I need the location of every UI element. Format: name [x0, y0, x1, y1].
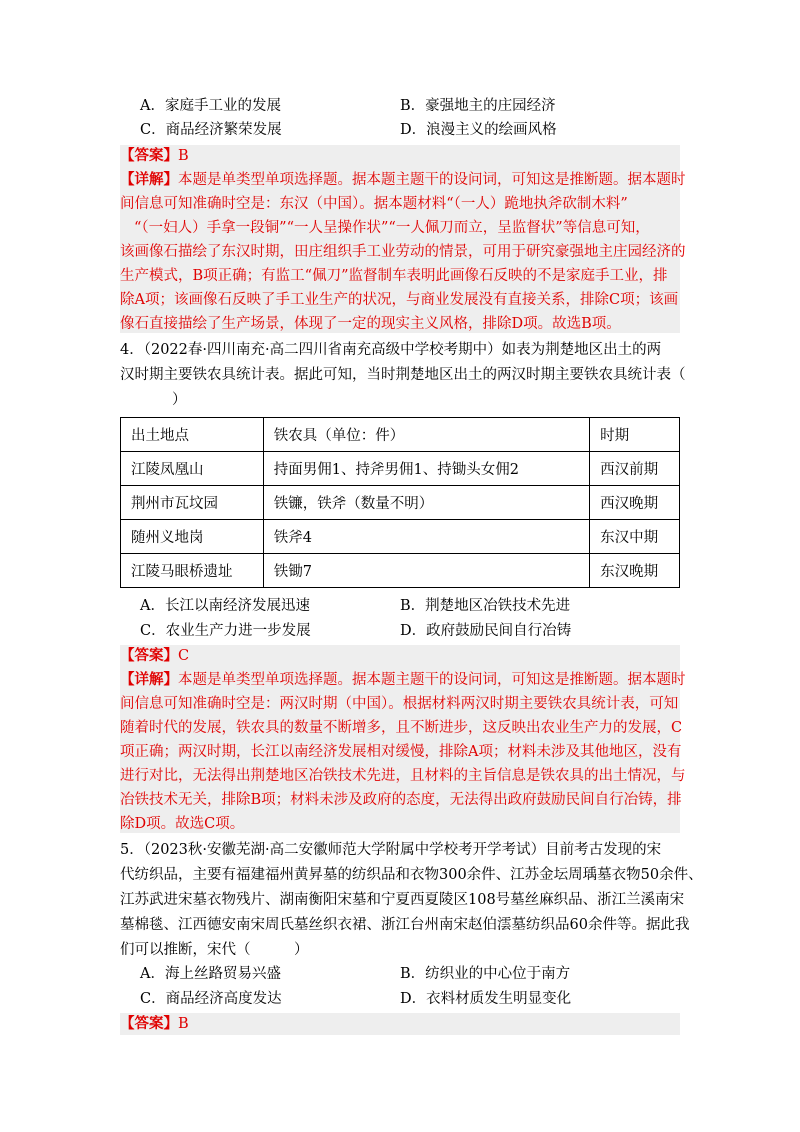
- q4-explain-line: 除D项。故选C项。: [120, 816, 245, 832]
- q4-stem-line: 汉时期主要铁农具统计表。据此可知，当时荆楚地区出土的两汉时期主要铁农具统计表（: [120, 367, 686, 383]
- q5-option-d: D．衣料材质发生明显变化: [400, 991, 572, 1007]
- q5-stem-line: 代纺织品，主要有福建福州黄昇墓的纺织品和衣物300余件、江苏金坛周瑀墓衣物50余件、: [120, 867, 703, 883]
- table-header-row: [121, 418, 680, 452]
- table-header-cell: 时期: [590, 418, 680, 452]
- q5-option-b: B．纺织业的中心位于南方: [400, 966, 571, 982]
- q4-stem-line: ）: [172, 392, 187, 408]
- table-cell: 东汉中期: [590, 520, 680, 554]
- table-row: [121, 486, 680, 520]
- q3-option-b: B．豪强地主的庄园经济: [400, 98, 556, 114]
- table-cell: 西汉晚期: [590, 486, 680, 520]
- q5-answer: [120, 1013, 189, 1035]
- q4-option-d: D．政府鼓励民间自行冶铸: [400, 623, 572, 639]
- q3-explain-line: “（一妇人）手拿一段铜”“一人呈操作状”“一人佩刀而立，呈监督状”等信息可知，: [134, 220, 650, 236]
- q4-option-b: B．荆楚地区冶铁技术先进: [400, 598, 571, 614]
- q4-option-c: C．农业生产力进一步发展: [140, 623, 311, 639]
- table-cell: 东汉晚期: [590, 554, 680, 588]
- answer-label: 【答案】: [120, 1015, 178, 1032]
- q4-explain-line: 项正确；两汉时期，长江以南经济发展相对缓慢，排除A项；材料未涉及其他地区，没有: [120, 744, 682, 760]
- answer-value: C: [178, 648, 190, 664]
- q3-option-a: A．家庭手工业的发展: [140, 98, 281, 114]
- answer-label: 【答案】: [120, 647, 178, 664]
- q4-answer: [120, 645, 189, 667]
- q5-stem-line: 墓棉毯、江西德安南宋周氏墓丝织衣裙、浙江台州南宋赵伯澐墓纺织品60余件等。据此我: [120, 917, 690, 933]
- answer-label: 【答案】: [120, 147, 178, 164]
- q3-explain-line: 【详解】本题是单类型单项选择题。据本题主题干的设问词，可知这是推断题。据本题时: [120, 171, 686, 188]
- table-cell: 西汉前期: [590, 452, 680, 486]
- table-cell: 随州义地岗: [121, 520, 264, 554]
- q4-option-a: A．长江以南经济发展迅速: [140, 598, 310, 614]
- explain-label: 【详解】: [120, 171, 178, 188]
- q4-explain-line: 【详解】本题是单类型单项选择题。据本题主题干的设问词，可知这是推断题。据本题时: [120, 671, 686, 688]
- q4-stem-line: 4．（2022春·四川南充·高二四川省南充高级中学校考期中）如表为荆楚地区出土的两: [120, 342, 662, 358]
- q5-option-a: A．海上丝路贸易兴盛: [140, 966, 281, 982]
- table-row: [121, 452, 680, 486]
- q3-explain-line: 像石直接描绘了生产场景，体现了一定的现实主义风格，排除D项。故选B项。: [120, 316, 621, 332]
- q3-explain-line: 生产模式，B项正确；有监工“佩刀”监督制车表明此画像石反映的不是家庭手工业，排: [120, 268, 668, 284]
- q4-explain-line: 随着时代的发展，铁农具的数量不断增多，且不断进步，这反映出农业生产力的发展，C: [120, 720, 683, 736]
- table-cell: 江陵马眼桥遗址: [121, 554, 264, 588]
- table-row: [121, 520, 680, 554]
- q3-explain-line: 间信息可知准确时空是：东汉（中国）。据本题材料“（一人）跪地执斧砍制木料”: [120, 196, 628, 212]
- q3-explain-line: 该画像石描绘了东汉时期，田庄组织手工业劳动的情景，可用于研究豪强地主庄园经济的: [120, 244, 686, 260]
- q5-stem-line: 江苏武进宋墓衣物残片、湖南衡阳宋墓和宁夏西夏陵区108号墓丝麻织品、浙江兰溪南宋: [120, 892, 685, 908]
- answer-value: B: [178, 148, 189, 164]
- q3-explain-line: 除A项；该画像石反映了手工业生产的状况，与商业发展没有直接关系，排除C项；该画: [120, 292, 679, 308]
- q4-explain-line: 进行对比，无法得出荆楚地区冶铁技术先进，且材料的主旨信息是铁农具的出土情况，与: [120, 768, 686, 784]
- q3-option-c: C．商品经济繁荣发展: [140, 122, 282, 138]
- table-header-cell: 铁农具（单位：件）: [263, 418, 589, 452]
- q4-explain-line: 间信息可知准确时空是：两汉时期（中国）。根据材料两汉时期主要铁农具统计表，可知: [120, 696, 679, 712]
- explain-label: 【详解】: [120, 671, 178, 688]
- table-cell: 荆州市瓦坟园: [121, 486, 264, 520]
- q5-answer-block: [120, 1013, 680, 1035]
- table-cell: 铁锄7: [263, 554, 589, 588]
- table-cell: 铁斧4: [263, 520, 589, 554]
- q5-option-c: C．商品经济高度发达: [140, 991, 282, 1007]
- q4-iron-tool-table: [120, 417, 680, 588]
- q5-stem-line: 5．（2023秋·安徽芜湖·高二安徽师范大学附属中学校考开学考试）目前考古发现的宋: [120, 842, 662, 858]
- answer-value: B: [178, 1016, 189, 1032]
- table-cell: 江陵凤凰山: [121, 452, 264, 486]
- q3-answer: [120, 145, 189, 167]
- table-cell: 铁镰，铁斧（数量不明）: [263, 486, 589, 520]
- table-cell: 持面男佣1、持斧男佣1、持锄头女佣2: [263, 452, 589, 486]
- q5-stem-line: 们可以推断，宋代（ ）: [120, 942, 309, 958]
- table-row: [121, 554, 680, 588]
- table-header-cell: 出土地点: [121, 418, 264, 452]
- q4-explain-line: 冶铁技术无关，排除B项；材料未涉及政府的态度，无法得出政府鼓励民间自行冶铸，排: [120, 792, 682, 808]
- q3-option-d: D．浪漫主义的绘画风格: [400, 122, 557, 138]
